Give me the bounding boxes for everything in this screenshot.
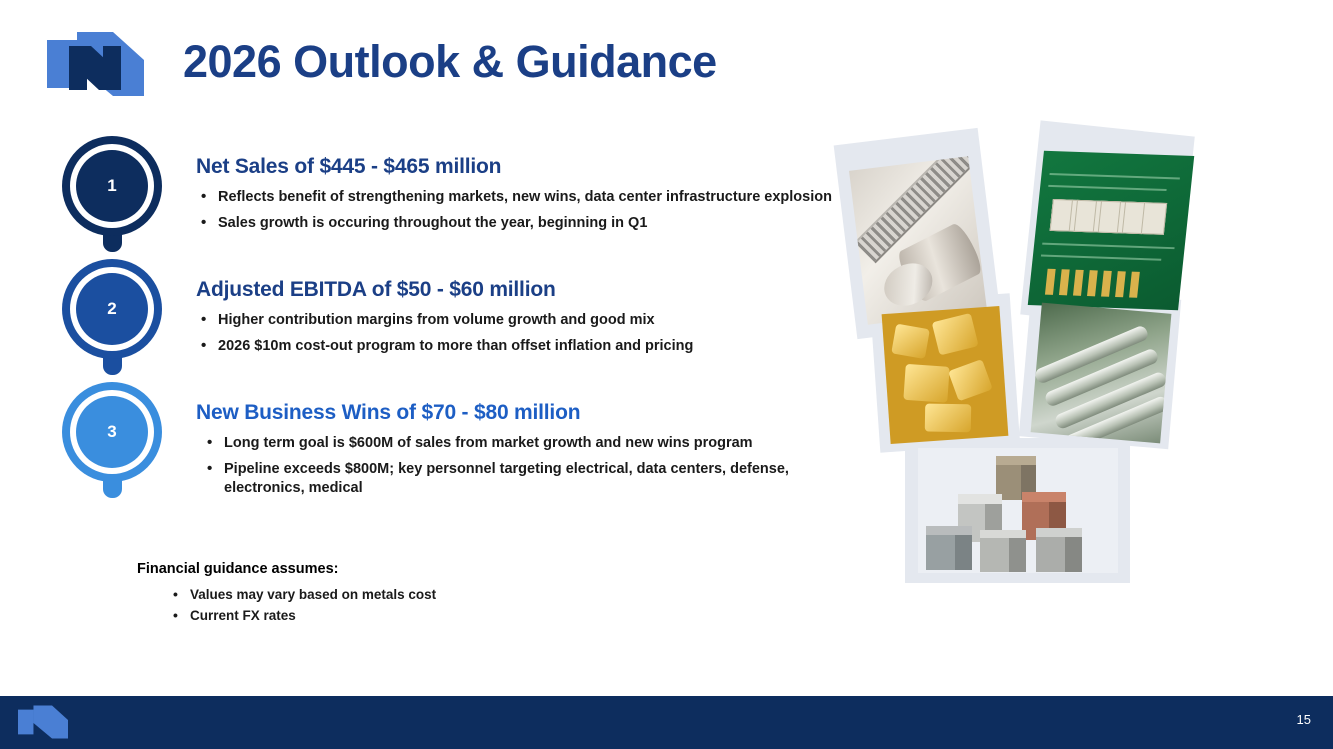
bullet-list [196,311,693,356]
footer-logo-icon [18,704,68,740]
gold-nuggets-photo [882,306,1009,444]
marker-number-3: 3 [76,396,148,468]
marker-number-2: 2 [76,273,148,345]
guidance-block-net-sales [196,155,832,240]
metal-tubes-photo [1031,303,1172,444]
timeline-marker-2 [62,259,162,359]
page-title: 2026 Outlook & Guidance [183,36,717,87]
list-item: • Pipeline exceeds $800M; key personnel targeting electrical, data centers, defense, electronics, medical [196,460,799,498]
slide-footer [0,696,1333,749]
bullet-list [196,434,799,498]
product-image-collage [840,118,1200,583]
list-item: • Current FX rates [137,607,436,625]
list-item: • Sales growth is occuring throughout the year, beginning in Q1 [196,214,832,233]
bullet-list [196,188,832,233]
footnote-bullet-list [137,586,436,625]
metal-rod-and-cylinders-photo [849,156,987,324]
list-item: • Reflects benefit of strengthening markets, new wins, data center infrastructure explosion [196,188,832,207]
timeline-markers [62,136,172,511]
list-item: • Higher contribution margins from volume growth and good mix [196,311,693,330]
page-number: 15 [1296,712,1311,727]
marker-number-1: 1 [76,150,148,222]
financial-guidance-assumptions [137,561,436,628]
stacked-metal-cubes-photo [918,448,1118,573]
green-circuit-board-photo [1028,151,1194,310]
list-item: • Long term goal is $600M of sales from market growth and new wins program [196,434,799,453]
neonode-n-logo [47,32,144,96]
block-heading: Net Sales of $445 - $465 million [196,155,502,178]
timeline-marker-3 [62,382,162,482]
list-item: • Values may vary based on metals cost [137,586,436,604]
guidance-block-adjusted-ebitda [196,278,693,363]
footnote-title: Financial guidance assumes: [137,561,339,577]
block-heading: New Business Wins of $70 - $80 million [196,401,581,424]
timeline-marker-1 [62,136,162,236]
block-heading: Adjusted EBITDA of $50 - $60 million [196,278,556,301]
list-item: • 2026 $10m cost-out program to more than offset inflation and pricing [196,337,693,356]
guidance-block-new-business-wins [196,401,799,505]
